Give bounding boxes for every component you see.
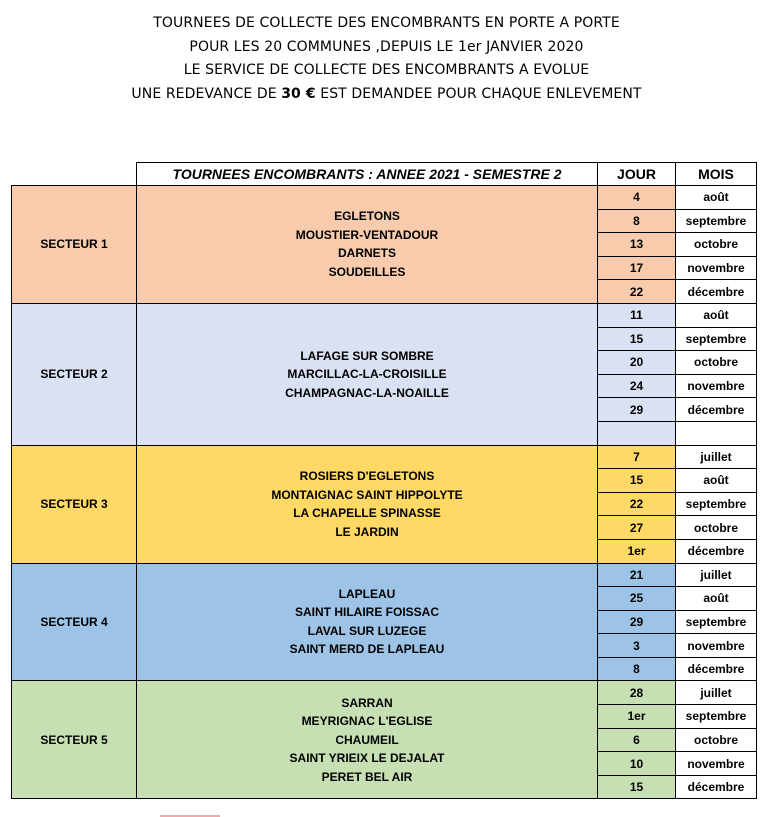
sector-communes (137, 186, 598, 304)
month-cell: juillet (676, 445, 757, 469)
schedule-body (12, 186, 757, 799)
day-cell: 15 (598, 327, 676, 351)
day-cell: 22 (598, 280, 676, 304)
day-cell: 29 (598, 398, 676, 422)
sector-name: SECTEUR 1 (12, 186, 137, 304)
table-header-row (12, 163, 757, 186)
day-cell: 10 (598, 752, 676, 776)
day-cell: 25 (598, 587, 676, 611)
month-cell: août (676, 303, 757, 327)
header-line-3: LE SERVICE DE COLLECTE DES ENCOMBRANTS A EVOLUE (183, 62, 590, 78)
table-row (12, 681, 757, 705)
column-header-month: MOIS (676, 163, 757, 186)
month-cell: décembre (676, 398, 757, 422)
commune-name: LAVAL SUR LUZEGE (307, 623, 427, 638)
month-cell: octobre (676, 516, 757, 540)
table-row (12, 445, 757, 469)
day-cell: 8 (598, 657, 676, 681)
day-cell: 24 (598, 374, 676, 398)
document-header (0, 12, 773, 106)
table-row (12, 186, 757, 210)
commune-name: CHAMPAGNAC-LA-NOAILLE (285, 385, 449, 400)
day-cell: 28 (598, 681, 676, 705)
header-line-4 (0, 83, 773, 107)
month-cell: août (676, 587, 757, 611)
day-cell: 17 (598, 256, 676, 280)
month-cell: novembre (676, 752, 757, 776)
commune-name: ROSIERS D'EGLETONS (299, 469, 435, 484)
month-cell: septembre (676, 492, 757, 516)
commune-name: SAINT MERD DE LAPLEAU (289, 642, 445, 657)
month-cell: septembre (676, 327, 757, 351)
table-row (12, 303, 757, 327)
month-cell: octobre (676, 233, 757, 257)
commune-name: MONTAIGNAC SAINT HIPPOLYTE (271, 487, 463, 502)
month-cell: septembre (676, 610, 757, 634)
sector-name: SECTEUR 3 (12, 445, 137, 563)
day-cell: 13 (598, 233, 676, 257)
day-cell: 11 (598, 303, 676, 327)
commune-name: EGLETONS (334, 209, 400, 224)
month-cell: novembre (676, 256, 757, 280)
fee-amount: 30 € (281, 85, 316, 102)
commune-name: CHAUMEIL (335, 732, 399, 747)
table-title: TOURNEES ENCOMBRANTS : ANNEE 2021 - SEMESTRE 2 (137, 163, 598, 186)
commune-name: LE JARDIN (335, 524, 399, 539)
column-header-day: JOUR (598, 163, 676, 186)
month-cell: septembre (676, 705, 757, 729)
day-cell: 1er (598, 539, 676, 563)
header-blank-cell (12, 163, 137, 186)
month-cell: décembre (676, 280, 757, 304)
day-cell: 8 (598, 209, 676, 233)
day-cell: 4 (598, 186, 676, 210)
commune-name: PERET BEL AIR (321, 769, 413, 784)
header-line-1: TOURNEES DE COLLECTE DES ENCOMBRANTS EN PORTE A PORTE (153, 15, 620, 31)
month-cell: décembre (676, 657, 757, 681)
month-cell: octobre (676, 728, 757, 752)
commune-name: MARCILLAC-LA-CROISILLE (287, 367, 447, 381)
fee-text-pre: UNE REDEVANCE DE (131, 85, 282, 102)
sector-name: SECTEUR 2 (12, 303, 137, 445)
month-cell: novembre (676, 374, 757, 398)
day-cell: 22 (598, 492, 676, 516)
commune-name: SARRAN (341, 695, 393, 710)
schedule-table (11, 162, 757, 799)
month-cell: septembre (676, 209, 757, 233)
month-cell: novembre (676, 634, 757, 658)
commune-name: DARNETS (337, 246, 396, 261)
commune-name: LA CHAPELLE SPINASSE (293, 506, 441, 521)
day-cell: 6 (598, 728, 676, 752)
commune-name: LAFAGE SUR SOMBRE (300, 348, 434, 363)
day-cell: 20 (598, 351, 676, 375)
day-cell: 1er (598, 705, 676, 729)
day-cell (598, 421, 676, 445)
sector-communes (137, 681, 598, 799)
header-line-2: POUR LES 20 COMMUNES ,DEPUIS LE 1er JANVIER 2020 (189, 38, 584, 55)
commune-name: LAPLEAU (338, 586, 396, 601)
commune-name: SAINT YRIEIX LE DEJALAT (289, 751, 445, 766)
day-cell: 29 (598, 610, 676, 634)
day-cell: 15 (598, 775, 676, 799)
commune-name: SOUDEILLES (328, 264, 406, 279)
day-cell: 3 (598, 634, 676, 658)
sector-communes (137, 303, 598, 445)
month-cell: août (676, 469, 757, 493)
commune-name: MEYRIGNAC L'EGLISE (301, 714, 433, 729)
month-cell: juillet (676, 681, 757, 705)
month-cell: août (676, 186, 757, 210)
sector-name: SECTEUR 4 (12, 563, 137, 681)
day-cell: 15 (598, 469, 676, 493)
day-cell: 7 (598, 445, 676, 469)
day-cell: 21 (598, 563, 676, 587)
fee-text-post: EST DEMANDEE POUR CHAQUE ENLEVEMENT (315, 85, 642, 102)
commune-name: MOUSTIER-VENTADOUR (295, 227, 439, 242)
sector-name: SECTEUR 5 (12, 681, 137, 799)
month-cell: décembre (676, 775, 757, 799)
sector-communes (137, 563, 598, 681)
month-cell (676, 421, 757, 445)
table-row (12, 563, 757, 587)
month-cell: octobre (676, 351, 757, 375)
day-cell: 27 (598, 516, 676, 540)
sector-communes (137, 445, 598, 563)
month-cell: décembre (676, 539, 757, 563)
month-cell: juillet (676, 563, 757, 587)
commune-name: SAINT HILAIRE FOISSAC (294, 605, 439, 620)
